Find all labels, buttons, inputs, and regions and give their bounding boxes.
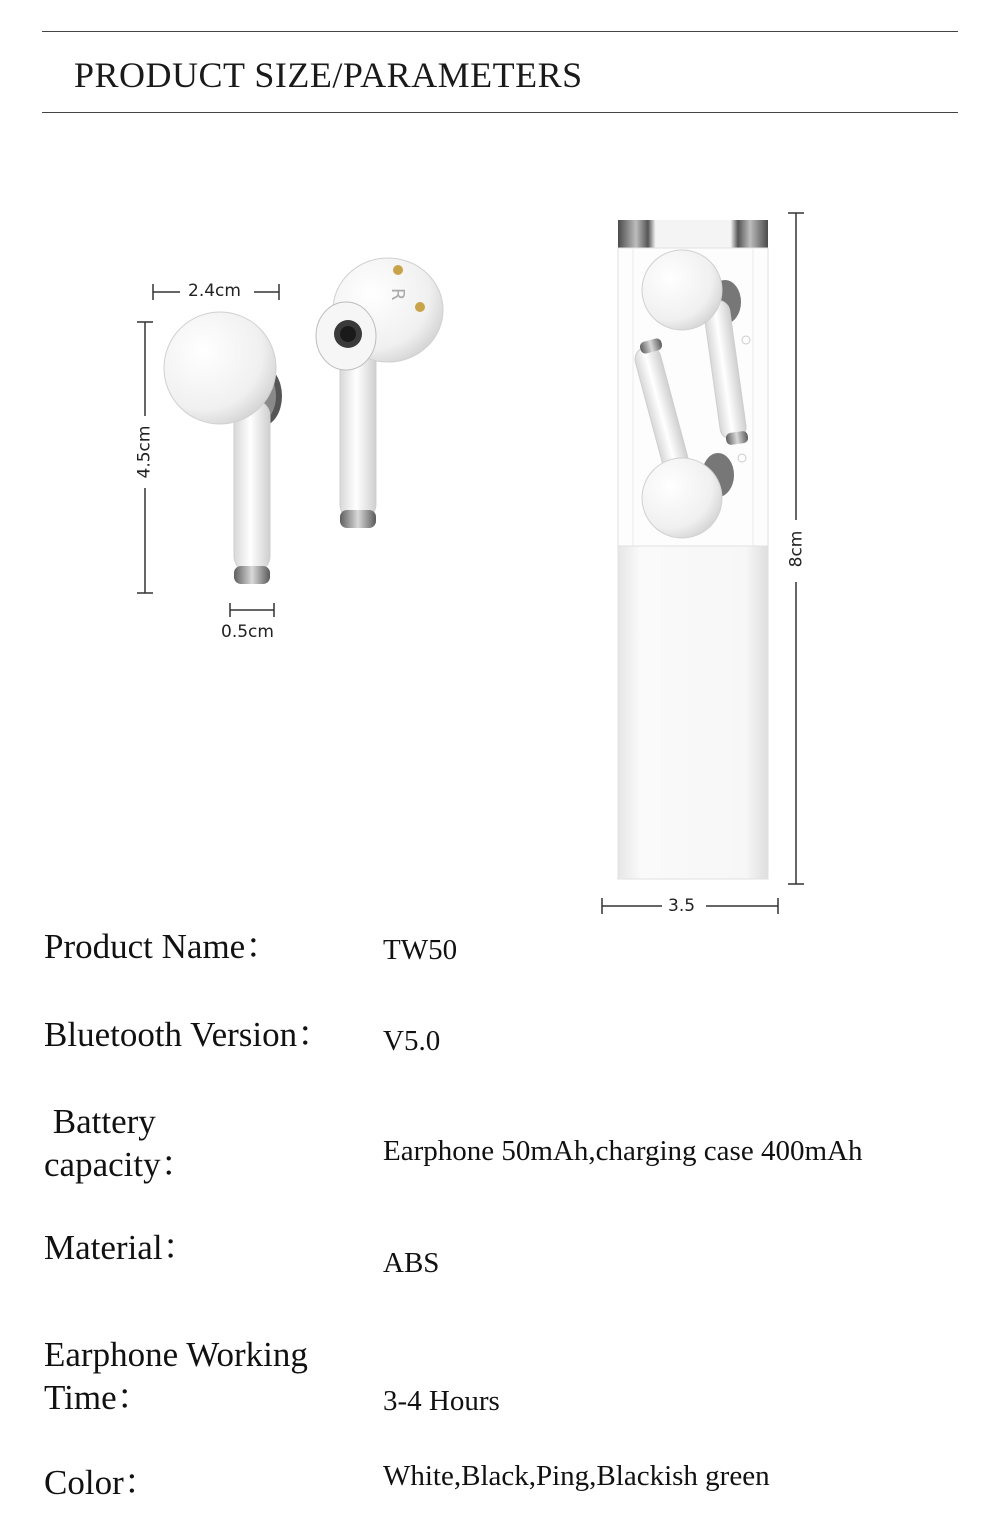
- spec-value-battery-capacity: Earphone 50mAh,charging case 400mAh: [383, 1135, 863, 1167]
- spec-label-color: Color：: [44, 1463, 159, 1502]
- stem-width-label: 0.5cm: [221, 622, 274, 642]
- spec-label-product-name: Product Name：: [44, 927, 281, 966]
- spec-value-working-time: 3-4 Hours: [383, 1385, 500, 1417]
- spec-label-working-line2: Time：: [44, 1378, 152, 1417]
- spec-value-product-name: TW50: [383, 934, 458, 966]
- earbud-right-icon: [316, 258, 443, 528]
- page-title: PRODUCT SIZE/PARAMETERS: [74, 55, 583, 95]
- spec-label-material: Material：: [44, 1228, 198, 1267]
- spec-label-battery-line2: capacity：: [44, 1145, 196, 1184]
- spec-label-battery-capacity: [44, 1100, 196, 1186]
- case-height-label: 8cm: [786, 530, 807, 568]
- spec-label-bluetooth-version: Bluetooth Version：: [44, 1015, 333, 1054]
- earbud-width-label: 2.4cm: [188, 281, 241, 301]
- earbud-r-mark: R: [387, 288, 408, 301]
- spec-value-color: White,Black,Ping,Blackish green: [383, 1460, 770, 1492]
- earbud-left-icon: [164, 312, 282, 584]
- spec-label-working-time: [44, 1333, 308, 1419]
- spec-value-material: ABS: [383, 1247, 440, 1279]
- spec-label-working-line1: Earphone Working: [44, 1335, 308, 1374]
- case-width-label: 3.5: [668, 896, 696, 916]
- charging-case-icon: [618, 220, 768, 879]
- spec-value-bluetooth-version: V5.0: [383, 1025, 441, 1057]
- spec-label-battery-line1: Battery: [44, 1102, 156, 1141]
- earbud-height-label: 4.5cm: [134, 425, 155, 479]
